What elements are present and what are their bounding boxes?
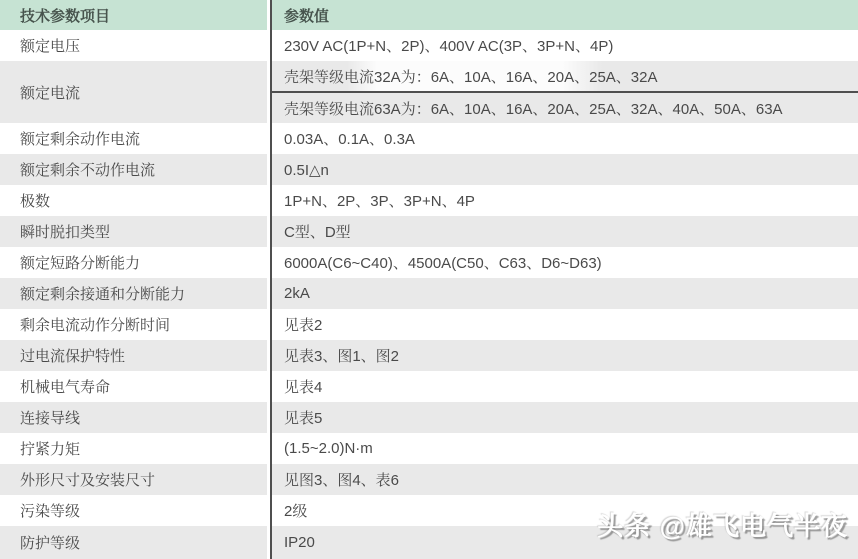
table-header-row [0, 0, 858, 30]
table-row [0, 154, 858, 185]
param-value-cell: 2级 [272, 495, 858, 526]
table-row [0, 30, 858, 61]
param-name-cell: 额定电流 [0, 61, 267, 123]
table-row [0, 278, 858, 309]
param-value-cell: 230V AC(1P+N、2P)、400V AC(3P、3P+N、4P) [272, 30, 858, 61]
merged-value-stack [272, 61, 858, 123]
table-row [0, 247, 858, 278]
toutiao-author-watermark: 头条 @雄飞电气半夜 [597, 511, 848, 541]
param-value-cell: 6000A(C6~C40)、4500A(C50、C63、D6~D63) [272, 247, 858, 278]
param-name-cell: 额定剩余动作电流 [0, 123, 267, 154]
param-value-cell-frame63: 壳架等级电流63A为：6A、10A、16A、20A、25A、32A、40A、50A、63A [272, 93, 858, 123]
param-name-cell: 剩余电流动作分断时间 [0, 309, 267, 340]
param-name-cell: 机械电气寿命 [0, 371, 267, 402]
table-row [0, 433, 858, 464]
param-name-cell: 额定电压 [0, 30, 267, 61]
param-value-cell: 0.03A、0.1A、0.3A [272, 123, 858, 154]
table-row [0, 185, 858, 216]
param-name-cell: 额定短路分断能力 [0, 247, 267, 278]
param-name-cell: 拧紧力矩 [0, 433, 267, 464]
table-row [0, 309, 858, 340]
table-row [0, 495, 858, 526]
param-value-cell: 见表3、图1、图2 [272, 340, 858, 371]
param-name-cell: 极数 [0, 185, 267, 216]
param-name-cell: 瞬时脱扣类型 [0, 216, 267, 247]
param-value-cell: 见表5 [272, 402, 858, 433]
param-name-cell: 污染等级 [0, 495, 267, 526]
param-value-cell: C型、D型 [272, 216, 858, 247]
table-row [0, 402, 858, 433]
param-value-cell: 1P+N、2P、3P、3P+N、4P [272, 185, 858, 216]
param-value-cell: 见表4 [272, 371, 858, 402]
param-value-cell: 0.5I△n [272, 154, 858, 185]
param-value-cell: 见图3、图4、表6 [272, 464, 858, 495]
table-row [0, 340, 858, 371]
header-cell-parameter: 技术参数项目 [0, 0, 267, 30]
header-cell-value: 参数值 [272, 0, 858, 30]
table-row-merged [0, 61, 858, 123]
param-name-cell: 连接导线 [0, 402, 267, 433]
table-row [0, 526, 858, 559]
param-value-cell: 2kA [272, 278, 858, 309]
param-value-cell: 见表2 [272, 309, 858, 340]
param-value-cell: (1.5~2.0)N·m [272, 433, 858, 464]
param-name-cell: 外形尺寸及安装尺寸 [0, 464, 267, 495]
param-name-cell: 额定剩余不动作电流 [0, 154, 267, 185]
param-name-cell: 防护等级 [0, 526, 267, 559]
param-value-cell: IP20 [272, 526, 858, 559]
param-value-cell-frame32: 壳架等级电流32A为：6A、10A、16A、20A、25A、32A [272, 61, 858, 91]
table-row [0, 216, 858, 247]
param-name-cell: 过电流保护特性 [0, 340, 267, 371]
table-row [0, 371, 858, 402]
table-row [0, 123, 858, 154]
table-row [0, 464, 858, 495]
param-name-cell: 额定剩余接通和分断能力 [0, 278, 267, 309]
